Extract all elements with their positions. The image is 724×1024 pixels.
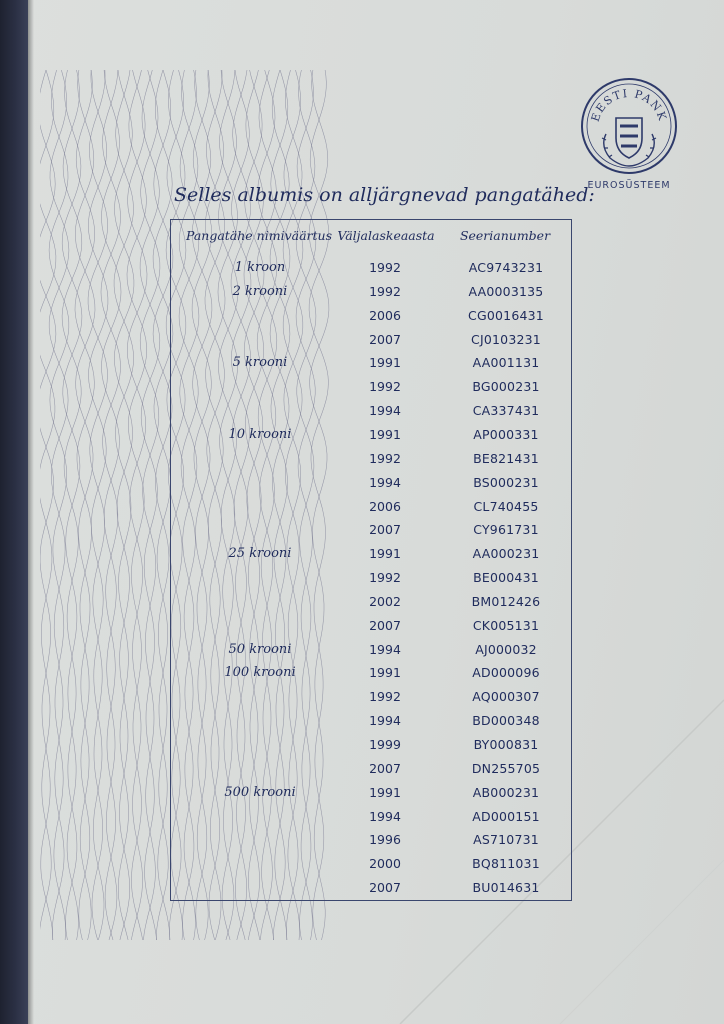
table-row bbox=[170, 806, 572, 830]
table-row bbox=[170, 305, 572, 329]
header-serial: Seerianumber bbox=[459, 228, 551, 243]
seal-arc-text: EESTI PANK bbox=[588, 86, 670, 124]
table-row bbox=[170, 376, 572, 400]
serial-cell: BU014631 bbox=[472, 880, 540, 896]
table-row bbox=[170, 472, 572, 496]
year-cell: 1991 bbox=[369, 665, 401, 681]
table-row bbox=[170, 877, 572, 901]
table-row bbox=[170, 782, 572, 806]
year-cell: 1994 bbox=[369, 403, 401, 419]
denomination-cell: 10 krooni bbox=[228, 426, 292, 442]
serial-cell: BM012426 bbox=[471, 593, 541, 609]
year-cell: 1994 bbox=[369, 474, 401, 490]
year-cell: 2006 bbox=[369, 307, 401, 323]
table-row bbox=[170, 352, 572, 376]
year-cell: 1992 bbox=[369, 283, 401, 299]
year-cell: 1991 bbox=[369, 426, 401, 442]
table-row bbox=[170, 591, 572, 615]
header-year: Väljalaskeaasta bbox=[337, 228, 435, 243]
serial-cell: BS000231 bbox=[473, 474, 539, 490]
serial-cell: AA000231 bbox=[472, 546, 540, 562]
denomination-cell: 100 krooni bbox=[224, 665, 296, 681]
year-cell: 2006 bbox=[369, 498, 401, 514]
serial-cell: AJ000032 bbox=[475, 641, 537, 657]
serial-cell: AS710731 bbox=[473, 832, 539, 848]
year-cell: 2007 bbox=[369, 880, 401, 896]
table-row bbox=[170, 686, 572, 710]
serial-cell: BE821431 bbox=[473, 450, 539, 466]
serial-cell: BD000348 bbox=[472, 713, 540, 729]
year-cell: 1992 bbox=[369, 450, 401, 466]
table-row bbox=[170, 829, 572, 853]
year-cell: 1999 bbox=[369, 737, 401, 752]
year-cell: 2002 bbox=[369, 593, 401, 609]
serial-cell: AD000151 bbox=[472, 808, 540, 824]
table-row bbox=[170, 400, 572, 424]
table-row bbox=[170, 639, 572, 663]
serial-cell: CJ0103231 bbox=[471, 331, 541, 347]
serial-cell: AA001131 bbox=[472, 355, 540, 371]
denomination-cell: 25 krooni bbox=[228, 546, 292, 562]
serial-cell: DN255705 bbox=[471, 760, 541, 776]
year-cell: 1994 bbox=[369, 641, 401, 657]
denomination-cell: 50 krooni bbox=[228, 641, 292, 657]
serial-cell: AD000096 bbox=[472, 665, 540, 681]
year-cell: 1992 bbox=[369, 570, 401, 586]
serial-cell: AP000331 bbox=[473, 426, 539, 442]
year-cell: 2000 bbox=[369, 856, 401, 872]
table-row bbox=[170, 329, 572, 353]
denomination-cell: 2 krooni bbox=[232, 283, 288, 299]
year-cell: 2007 bbox=[369, 331, 401, 347]
serial-cell: CK005131 bbox=[472, 617, 540, 633]
table-row bbox=[170, 543, 572, 567]
year-cell: 1992 bbox=[369, 379, 401, 395]
table-row bbox=[170, 519, 572, 543]
serial-cell: CY961731 bbox=[473, 522, 539, 538]
eesti-pank-seal-icon bbox=[576, 76, 682, 176]
denomination-cell: 500 krooni bbox=[224, 784, 296, 800]
table-row bbox=[170, 257, 572, 281]
serial-cell: BG000231 bbox=[472, 379, 540, 395]
year-cell: 1996 bbox=[369, 832, 401, 848]
table-row bbox=[170, 496, 572, 520]
table-row bbox=[170, 853, 572, 877]
serial-cell: BY000831 bbox=[473, 737, 539, 752]
table-row bbox=[170, 710, 572, 734]
serial-cell: AC9743231 bbox=[468, 260, 544, 275]
table-row bbox=[170, 424, 572, 448]
table-row bbox=[170, 734, 572, 758]
denomination-cell: 1 kroon bbox=[234, 260, 286, 275]
table-row bbox=[170, 758, 572, 782]
serial-cell: CG0016431 bbox=[468, 307, 544, 323]
year-cell: 1994 bbox=[369, 808, 401, 824]
table-row bbox=[170, 281, 572, 305]
table-row bbox=[170, 448, 572, 472]
year-cell: 2007 bbox=[369, 522, 401, 538]
year-cell: 1994 bbox=[369, 713, 401, 729]
serial-cell: AB000231 bbox=[472, 784, 540, 800]
table-row bbox=[170, 567, 572, 591]
year-cell: 2007 bbox=[369, 760, 401, 776]
serial-cell: BE000431 bbox=[473, 570, 539, 586]
year-cell: 2007 bbox=[369, 617, 401, 633]
year-cell: 1991 bbox=[369, 546, 401, 562]
serial-cell: AA0003135 bbox=[468, 283, 544, 299]
year-cell: 1991 bbox=[369, 784, 401, 800]
eurosusteem-caption: EUROSÜSTEEM bbox=[587, 180, 671, 191]
serial-cell: AQ000307 bbox=[472, 689, 540, 705]
album-title: Selles albumis on alljärgnevad pangatähed: bbox=[174, 184, 595, 206]
header-denomination: Pangatähe nimiväärtus bbox=[185, 228, 333, 243]
year-cell: 1992 bbox=[369, 260, 401, 275]
serial-cell: CL740455 bbox=[473, 498, 539, 514]
table-row bbox=[170, 662, 572, 686]
denomination-cell: 5 krooni bbox=[232, 355, 288, 371]
year-cell: 1992 bbox=[369, 689, 401, 705]
serial-cell: BQ811031 bbox=[472, 856, 540, 872]
year-cell: 1991 bbox=[369, 355, 401, 371]
serial-cell: CA337431 bbox=[472, 403, 540, 419]
table-row bbox=[170, 615, 572, 639]
